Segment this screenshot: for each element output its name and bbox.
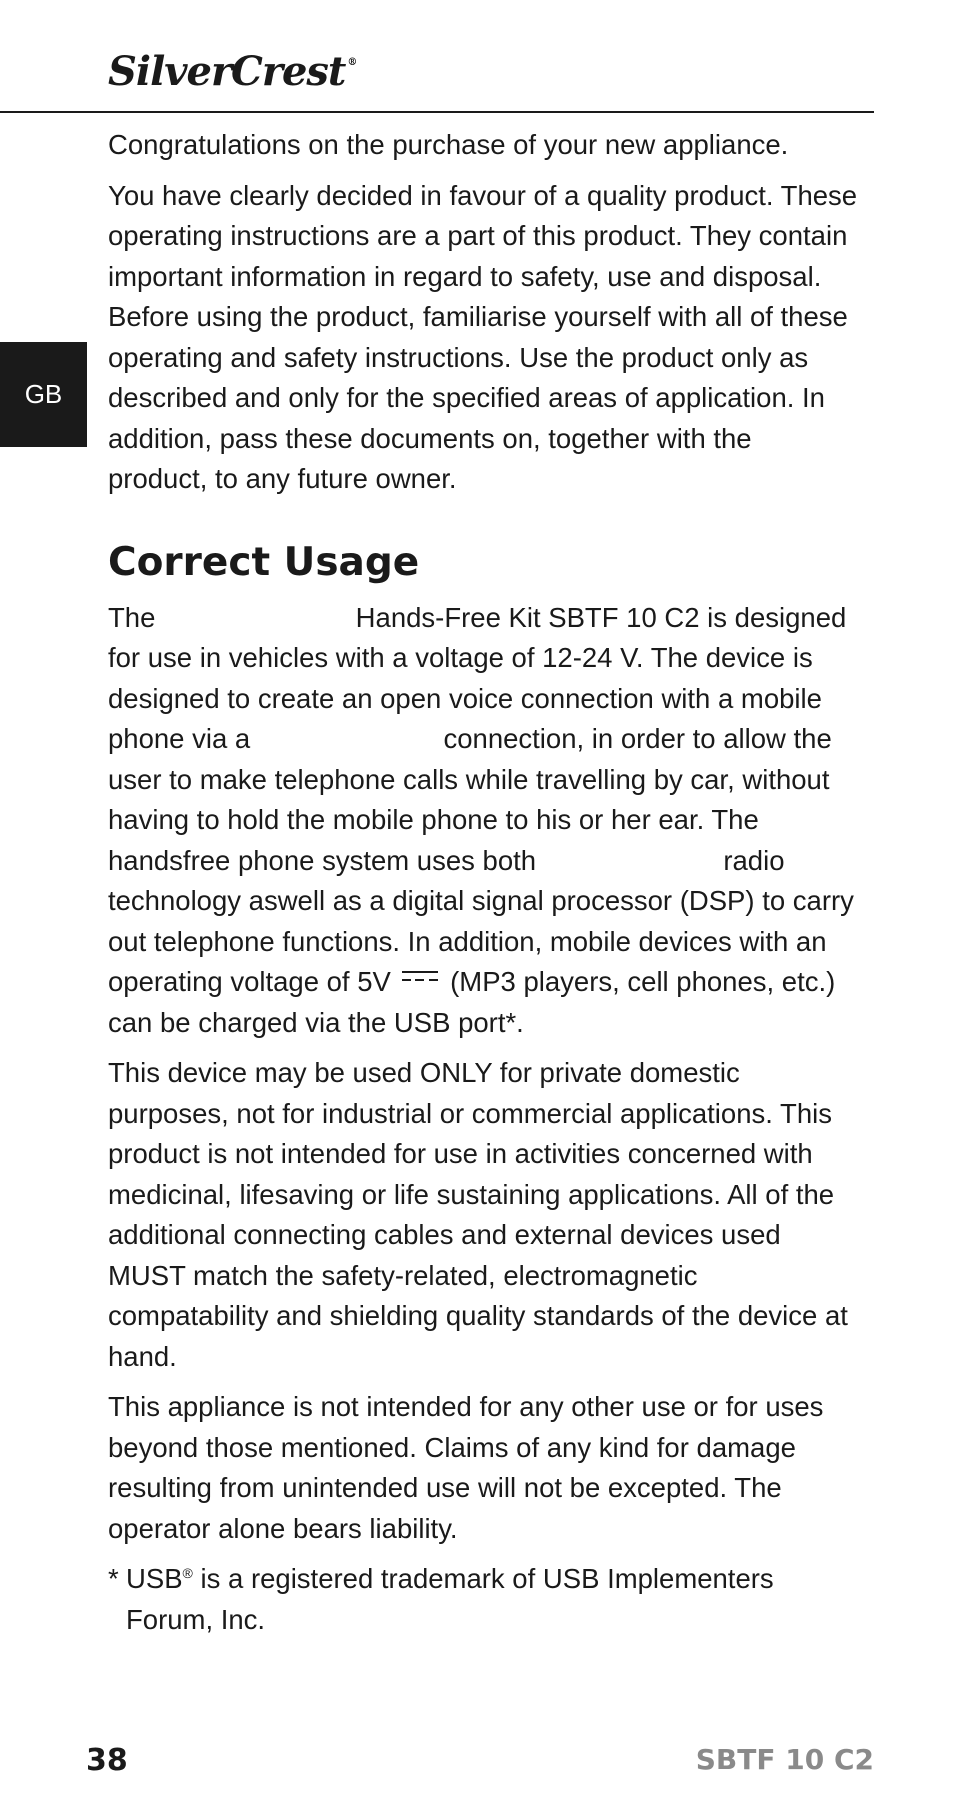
usage-paragraph-1 [108,598,858,1044]
usage-paragraph-2: This device may be used ONLY for private domestic purposes, not for industrial or commercial applications. This product is not intended for use in activities concerned with medicinal, lifesaving or life sustaining applications. All of the additional connecting cables and external devices used MUST match the safety-related, electromagnetic compatability and shielding quality standards of the device at hand. [108,1057,848,1372]
dc-voltage-icon [402,971,438,985]
footnote-usb: USB [126,1563,183,1594]
language-tab-label: GB [24,379,63,409]
usage-p1-part-e: (MP3 players, cell phones, etc.) can be charged via the USB port*. [108,966,836,1038]
page-number: 38 [86,1743,128,1778]
intro-congratulations: Congratulations on the purchase of your new appliance. [108,129,789,160]
footnote-star: * [108,1563,119,1594]
usage-paragraph-3: This appliance is not intended for any other use or for uses beyond those mentioned. Claims of any kind for damage resulting from unintended use will not be excepted. The operator alone bears liability. [108,1391,824,1544]
usb-trademark-footnote [108,1559,858,1640]
usage-p1-part-a: The [108,601,156,633]
language-tab [0,342,87,447]
brand-logo [108,48,357,95]
brand-name: SilverCrest [108,48,346,95]
section-heading-correct-usage: Correct Usage [108,539,420,585]
main-content [108,125,858,1650]
footnote-text: is a registered trademark of USB Implementers Forum, Inc. [126,1563,774,1635]
usage-p1-part-d: radio technology aswell as a digital signal processor (DSP) to carry out telephone functions. In addition, mobile devices with an operating voltage of 5V [108,844,854,997]
usage-p1-part-c: connection, in order to allow the user to make telephone calls while travelling by car, without having to hold the mobile phone to his or her ear. The handsfree phone system uses both [108,723,832,876]
intro-paragraph: You have clearly decided in favour of a quality product. These operating instructions are a part of this product. They contain important information in regard to safety, use and disposal. Before using the product, familiarise yourself with all of these operating and safety instructions. Use the product only as described and only for the specified areas of application. In addition, pass these documents on, together with the product, to any future owner. [108,179,858,494]
usage-p1-part-b: Hands-Free Kit SBTF 10 C2 is designed for use in vehicles with a voltage of 12-24 V. The device is designed to create an open voice connection with a mobile phone via a [108,601,847,754]
footnote-registered-mark: ® [182,1564,193,1581]
header-rule [0,111,874,113]
model-number: SBTF 10 C2 [695,1743,874,1776]
brand-registered-mark: ® [347,57,357,68]
